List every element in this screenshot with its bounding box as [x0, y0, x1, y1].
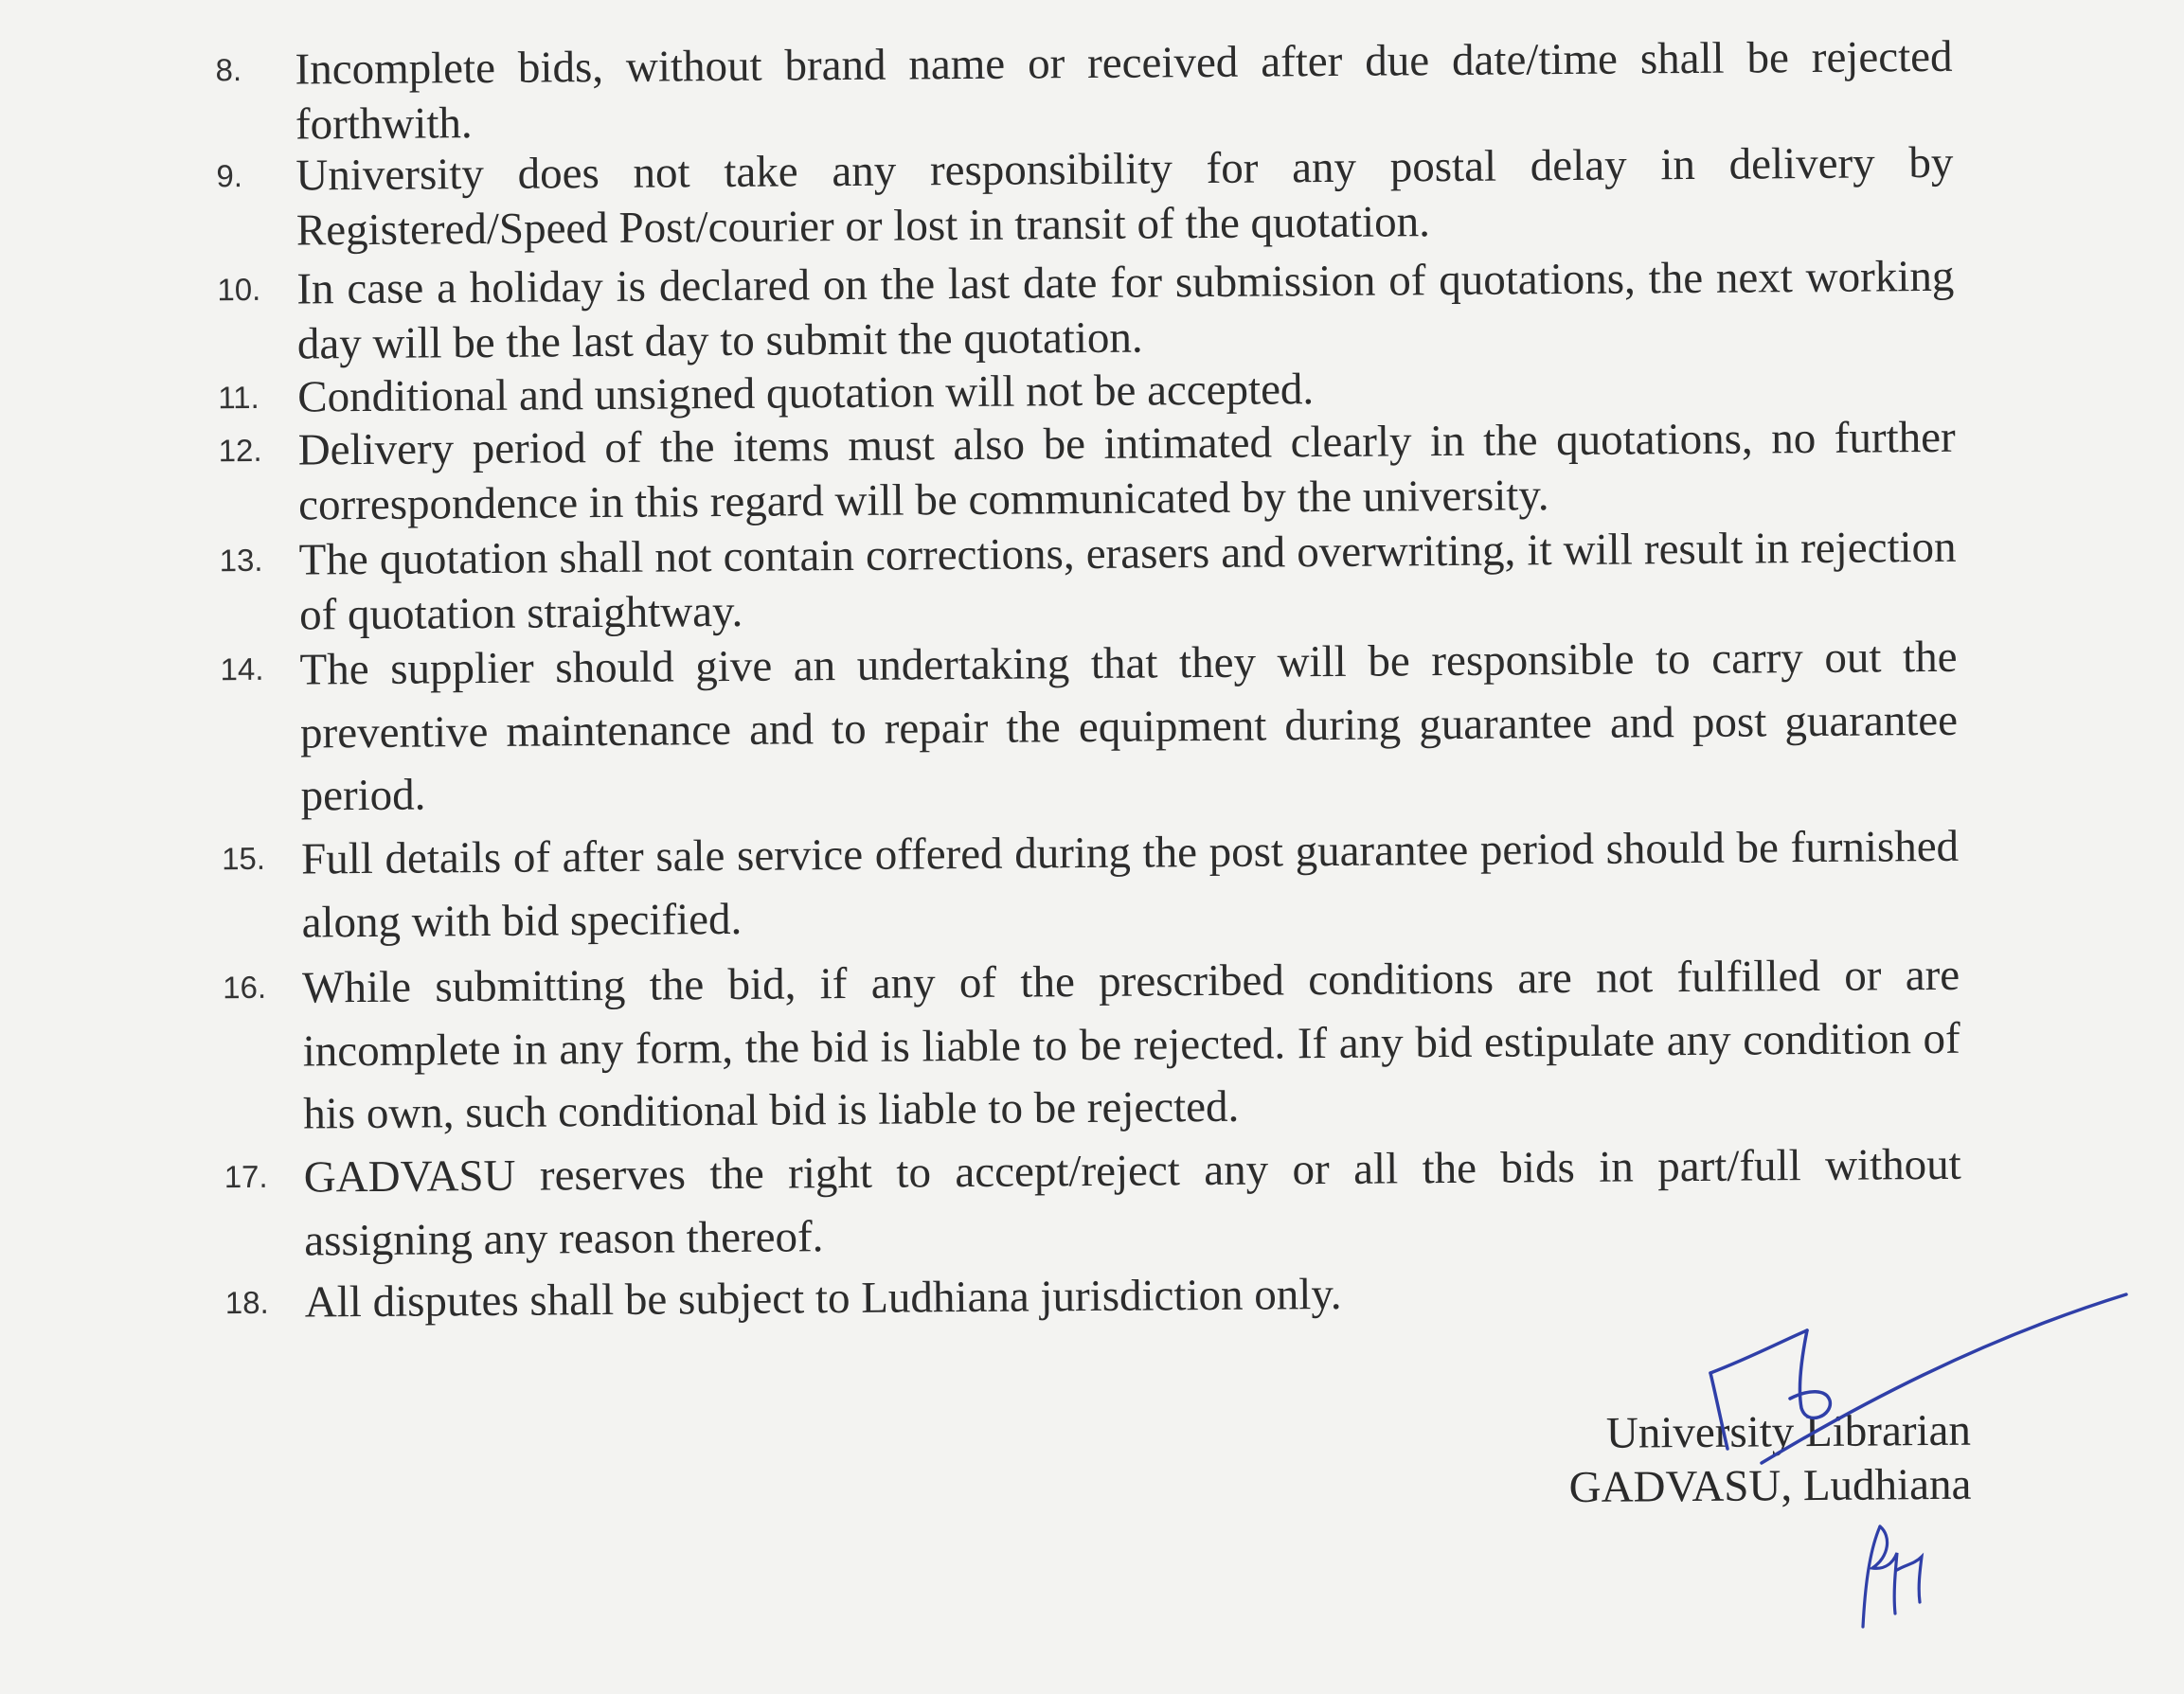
- clause-number: 16.: [223, 969, 267, 1005]
- clause-9: [218, 135, 1954, 259]
- clause-number: 11.: [218, 379, 260, 415]
- clause-number: 17.: [224, 1158, 268, 1194]
- handwritten-signature: [1695, 1283, 2150, 1472]
- clause-number: 15.: [221, 840, 266, 876]
- clause-12: [220, 410, 1956, 534]
- clause-text: All disputes shall be subject to Ludhiana jurisdiction only.: [304, 1269, 1342, 1328]
- clause-15: [221, 815, 1960, 955]
- clause-text: University does not take any responsibility for any postal delay in delivery by Registered/Speed Post/courier or lost in transit of the quotation.: [295, 137, 1954, 256]
- signatory-designation: University Librarian: [1605, 1405, 1972, 1458]
- handwritten-initials: [1852, 1515, 1937, 1638]
- clause-number: 18.: [224, 1284, 269, 1320]
- clause-14: [222, 626, 1959, 829]
- clause-10: [219, 249, 1955, 373]
- clause-number: 9.: [216, 157, 243, 193]
- clause-number: 13.: [219, 542, 263, 578]
- signatory-organization: GADVASU, Ludhiana: [1568, 1460, 1972, 1513]
- clause-17: [225, 1133, 1961, 1274]
- clause-text: Incomplete bids, without brand name or received after due date/time shall be rejected forthwith.: [295, 31, 1953, 150]
- clause-text: GADVASU reserves the right to accept/reject any or all the bids in part/full without assigning any reason thereof.: [303, 1139, 1961, 1266]
- clause-text: Conditional and unsigned quotation will not be accepted.: [297, 365, 1315, 422]
- clause-number: 8.: [215, 51, 242, 87]
- clause-text: In case a holiday is declared on the last date for submission of quotations, the next working day will be the last day to submit the quotation.: [296, 251, 1955, 369]
- clause-13: [221, 520, 1957, 644]
- clause-number: 12.: [218, 432, 262, 468]
- clause-text: While submitting the bid, if any of the prescribed conditions are not fulfilled or are incomplete in any form, the bid is liable to be rejected. If any bid estipulate any condition of his own, such conditional bid is liable to be rejected.: [301, 950, 1960, 1139]
- clause-text: Delivery period of the items must also be intimated clearly in the quotations, no further correspondence in this regard will be communicated by the university.: [297, 412, 1956, 530]
- clause-text: Full details of after sale service offered during the post guarantee period should be furnished along with bid specified.: [300, 821, 1960, 948]
- clause-text: The supplier should give an undertaking that they will be responsible to carry out the preventive maintenance and to repair the equipment during guarantee and post guarantee period.: [299, 632, 1959, 822]
- clause-text: The quotation shall not contain corrections, erasers and overwriting, it will result in rejection of quotation straightway.: [298, 522, 1957, 640]
- clause-16: [224, 944, 1961, 1148]
- clause-number: 14.: [220, 651, 264, 687]
- clause-number: 10.: [217, 271, 261, 307]
- clause-8: [217, 29, 1953, 153]
